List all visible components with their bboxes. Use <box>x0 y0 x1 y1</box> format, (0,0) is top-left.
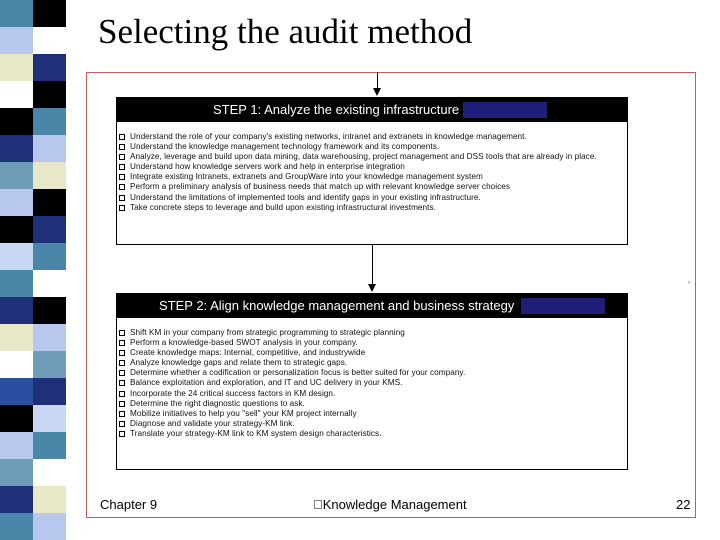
decorative-tile <box>33 405 66 432</box>
step2-item-text: Balance exploitation and exploration, and IT and UC delivery in your KMS. <box>130 378 403 388</box>
step2-item-text: Perform a knowledge-based SWOT analysis in your company. <box>130 338 358 348</box>
step2-item <box>119 378 623 388</box>
decorative-tile <box>33 459 66 486</box>
step1-item <box>119 162 623 172</box>
decorative-tile <box>0 297 33 324</box>
decorative-tile <box>0 405 33 432</box>
checkbox-icon <box>119 411 125 417</box>
checkbox-icon <box>119 360 125 366</box>
checkbox-icon <box>119 380 125 386</box>
step2-item <box>119 419 623 429</box>
checkbox-icon <box>119 350 125 356</box>
checkbox-icon <box>119 154 125 160</box>
footer-page-number: 22 <box>676 497 691 512</box>
checkbox-icon <box>119 164 125 170</box>
step2-header <box>117 294 627 318</box>
step1-heading: STEP 1: Analyze the existing infrastructure <box>213 102 460 117</box>
step1-item-text: Integrate existing Intranets, extranets and GroupWare into your knowledge management system <box>130 172 483 182</box>
entry-arrow-line <box>377 72 378 89</box>
step2-item <box>119 409 623 419</box>
decorative-tile <box>33 216 66 243</box>
decorative-tile <box>0 54 33 81</box>
connector-arrow-line <box>372 245 373 284</box>
footer-chapter: Chapter 9 <box>100 497 158 512</box>
decorative-tile <box>33 0 66 27</box>
step1-item-text: Understand the limitations of implemented tools and identify gaps in your existing infrastructure. <box>130 192 481 202</box>
step2-item-text: Incorporate the 24 critical success factors in KM design. <box>130 388 336 398</box>
step1-item-text: Understand the role of your company's existing networks, intranet and extranets in knowledge management. <box>130 132 527 141</box>
decorative-tile <box>0 243 33 270</box>
decorative-tile <box>0 108 33 135</box>
step1-item-text: Perform a preliminary analysis of business needs that match up with relevant knowledge server choices <box>130 182 511 192</box>
step2-item <box>119 348 623 358</box>
step1-item-text: Understand how knowledge servers work and help in enterprise integration <box>130 162 405 172</box>
decorative-tile <box>33 324 66 351</box>
decorative-tile <box>0 459 33 486</box>
checkbox-icon <box>119 340 125 346</box>
decorative-tile <box>33 351 66 378</box>
step2-item <box>119 338 623 348</box>
step1-header <box>117 98 627 122</box>
step2-item-text: Determine the right diagnostic questions to ask. <box>130 398 305 408</box>
step2-item-text: Translate your strategy-KM link to KM system design characteristics. <box>130 428 382 438</box>
decorative-tile <box>0 27 33 54</box>
decorative-tile <box>33 81 66 108</box>
decorative-tile <box>33 432 66 459</box>
step1-box <box>116 97 628 245</box>
step2-box <box>116 293 628 470</box>
decorative-tile <box>0 351 33 378</box>
decorative-tile <box>0 216 33 243</box>
step2-item-text: Create knowledge maps: Internal, competitive, and industrywide <box>130 348 366 358</box>
decorative-tile <box>33 189 66 216</box>
decorative-tile <box>33 378 66 405</box>
checkbox-icon <box>119 174 125 180</box>
step2-heading: STEP 2: Align knowledge management and business strategy <box>159 298 515 313</box>
step1-item <box>119 193 623 203</box>
checkbox-icon <box>119 391 125 397</box>
checkbox-icon <box>119 184 125 190</box>
connector-arrow-head <box>368 284 376 292</box>
step1-item <box>119 132 623 142</box>
decorative-tile <box>33 486 66 513</box>
decorative-tile <box>0 324 33 351</box>
footer-course: Knowledge Management <box>313 497 457 512</box>
decorative-tile <box>0 0 33 27</box>
step1-item <box>119 172 623 182</box>
step1-item-text: Take concrete steps to leverage and build upon existing infrastructural investments. <box>130 202 436 212</box>
decorative-tile <box>33 54 66 81</box>
decorative-tile <box>0 432 33 459</box>
step2-item-text: Shift KM in your company from strategic programming to strategic planning <box>130 328 405 337</box>
step1-header-highlight <box>463 102 547 118</box>
step1-item <box>119 152 623 162</box>
checkbox-icon <box>119 330 125 336</box>
step2-item <box>119 399 623 409</box>
checkbox-icon <box>119 205 125 211</box>
step1-checklist <box>117 122 627 213</box>
step1-item <box>119 182 623 192</box>
decorative-tile <box>0 378 33 405</box>
checkbox-icon <box>119 134 125 140</box>
step2-header-highlight <box>521 298 605 314</box>
step2-item <box>119 368 623 378</box>
decorative-tile <box>33 513 66 540</box>
decorative-tile <box>0 513 33 540</box>
entry-arrow-head <box>373 88 381 96</box>
checkbox-icon <box>119 431 125 437</box>
decorative-tile <box>0 81 33 108</box>
decorative-tile <box>0 486 33 513</box>
step1-item-text: Analyze, leverage and build upon data mining, data warehousing, project management and DSS tools that are already in place. <box>130 152 597 162</box>
step2-item-text: Mobilize initiatives to help you "sell" your KM project internally <box>130 408 357 418</box>
checkbox-icon <box>119 370 125 376</box>
decorative-tile <box>33 108 66 135</box>
step2-item <box>119 389 623 399</box>
step2-item <box>119 328 623 338</box>
decorative-tile <box>33 270 66 297</box>
decorative-tile <box>0 270 33 297</box>
step1-item <box>119 203 623 213</box>
checkbox-icon <box>119 144 125 150</box>
decorative-tile <box>33 297 66 324</box>
checkbox-icon <box>119 401 125 407</box>
step2-item <box>119 358 623 368</box>
decorative-tile <box>33 27 66 54</box>
checkbox-icon <box>119 195 125 201</box>
stray-mark: › <box>688 280 690 286</box>
decorative-tile-stripe <box>0 0 66 540</box>
decorative-tile <box>0 135 33 162</box>
decorative-tile <box>33 243 66 270</box>
step2-item <box>119 429 623 439</box>
step2-checklist <box>117 318 627 439</box>
decorative-tile <box>0 189 33 216</box>
step1-item <box>119 142 623 152</box>
step1-item-text: Understand the knowledge management technology framework and its components. <box>130 142 440 152</box>
decorative-tile <box>0 162 33 189</box>
decorative-tile <box>33 135 66 162</box>
step2-item-text: Analyze knowledge gaps and relate them to strategic gaps. <box>130 358 348 368</box>
decorative-tile <box>33 162 66 189</box>
checkbox-icon <box>119 421 125 427</box>
step2-item-text: Diagnose and validate your strategy-KM link. <box>130 418 295 428</box>
slide-title: Selecting the audit method <box>98 12 473 51</box>
step2-item-text: Determine whether a codification or personalization focus is better suited for your company. <box>130 368 466 378</box>
